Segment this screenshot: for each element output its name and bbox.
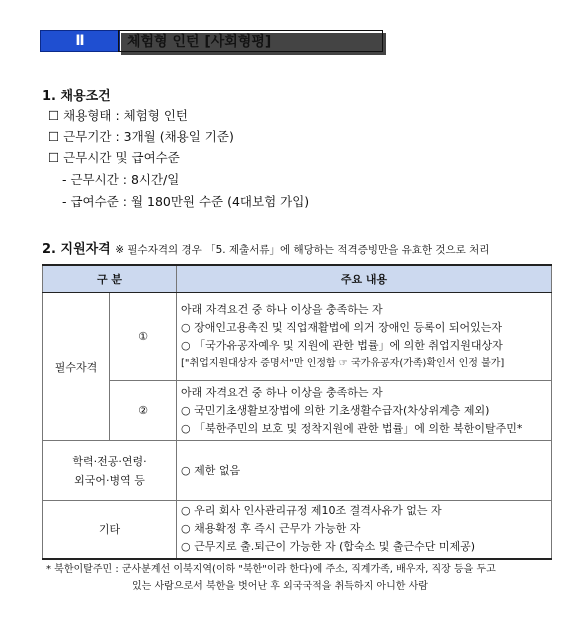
edu-label xyxy=(43,441,177,501)
required-mark-2: ② xyxy=(110,381,177,441)
table-line: 아래 자격요건 중 하나 이상을 충족하는 자 xyxy=(181,302,383,316)
table-line: ○ 근무지로 출.퇴근이 가능한 자 (합숙소 및 출근수단 미제공) xyxy=(181,540,476,554)
table-line: ○ 「북한주민의 보호 및 정착지원에 관한 법률」에 의한 북한이탈주민* xyxy=(181,421,523,435)
edu-label-line: 외국어·병역 등 xyxy=(74,473,145,487)
condition-item: ☐ 근무기간 : 3개월 (채용일 기준) xyxy=(48,129,234,144)
table-line: 아래 자격요건 중 하나 이상을 충족하는 자 xyxy=(181,385,383,399)
table-line: ○ 제한 없음 xyxy=(181,463,241,477)
required-label: 필수자격 xyxy=(43,293,110,441)
table-line: ○ 채용확정 후 즉시 근무가 가능한 자 xyxy=(181,522,361,536)
table-line: ○ 우리 회사 인사관리규정 제10조 결격사유가 없는 자 xyxy=(181,504,442,518)
footnote-line-2: 있는 사람으로서 북한을 벗어난 후 외국국적을 취득하지 아니한 사람 xyxy=(132,581,428,592)
table-line: ○ 장애인고용촉진 및 직업재활법에 의거 장애인 등록이 되어있는자 xyxy=(181,320,502,334)
section-title: 체험형 인턴 [사회형평] xyxy=(118,30,383,52)
condition-subitem: - 근무시간 : 8시간/일 xyxy=(62,172,180,187)
condition-item: ☐ 채용형태 : 체험형 인턴 xyxy=(48,108,188,123)
table-line: ["취업지원대상자 증명서"만 인정함 ☞ 국가유공자(가족)확인서 인정 불가] xyxy=(181,357,505,369)
section-number-badge: Ⅱ xyxy=(40,30,120,52)
table-header-category: 구 분 xyxy=(43,265,177,293)
section2-heading-row xyxy=(42,238,489,257)
qualification-table xyxy=(42,264,552,560)
section2-note: ※ 필수자격의 경우 「5. 제출서류」에 해당하는 적격증빙만을 유효한 것으로 처리 xyxy=(115,244,490,256)
condition-subitem: - 급여수준 : 월 180만원 수준 (4대보험 가입) xyxy=(62,194,310,209)
required-content-2 xyxy=(177,381,552,441)
condition-item: ☐ 근무시간 및 급여수준 xyxy=(48,150,180,165)
table-header-content: 주요 내용 xyxy=(177,265,552,293)
required-content-1 xyxy=(177,293,552,381)
table-line: ○ 국민기초생활보장법에 의한 기초생활수급자(차상위계층 제외) xyxy=(181,403,490,417)
edu-content xyxy=(177,441,552,501)
footnote-line-1: * 북한이탈주민 : 군사분계선 이북지역(이하 "북한"이라 한다)에 주소, 직계가족, 배우자, 직장 등을 두고 xyxy=(46,564,496,575)
section2-heading: 2. 지원자격 xyxy=(42,242,111,257)
etc-content xyxy=(177,501,552,559)
required-mark-1: ① xyxy=(110,293,177,381)
edu-label-line: 학력·전공·연령· xyxy=(72,454,147,468)
section1-heading: 1. 채용조건 xyxy=(42,89,111,104)
table-line: ○ 「국가유공자예우 및 지원에 관한 법률」에 의한 취업지원대상자 xyxy=(181,338,503,352)
etc-label: 기타 xyxy=(43,501,177,559)
